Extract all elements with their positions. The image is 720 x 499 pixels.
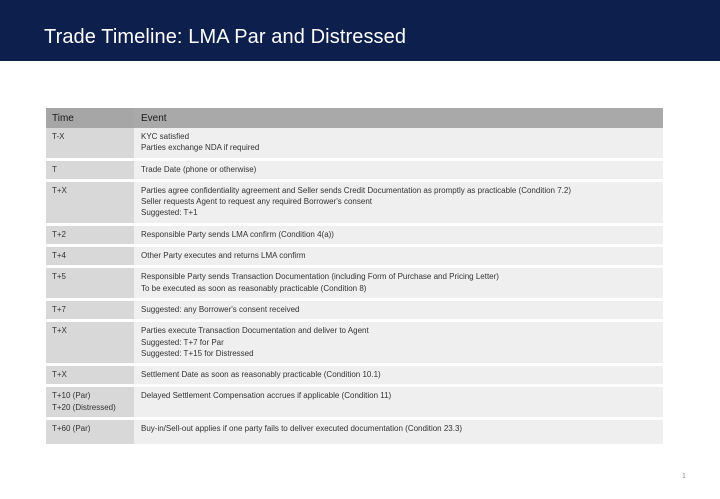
- event-text: To be executed as soon as reasonably practicable (Condition 8): [141, 283, 367, 293]
- time-cell: [46, 182, 134, 223]
- event-text: Other Party executes and returns LMA confirm: [141, 251, 306, 261]
- event-cell: [134, 182, 663, 223]
- event-cell: [134, 268, 663, 298]
- time-cell: [46, 226, 134, 244]
- time-cell: [46, 128, 134, 158]
- table-row: [46, 319, 663, 363]
- table-row: [46, 265, 663, 298]
- time-text: T-X: [52, 132, 65, 141]
- table-row: [46, 384, 663, 417]
- timeline-table: [46, 108, 663, 444]
- event-text: Settlement Date as soon as reasonably practicable (Condition 10.1): [141, 370, 381, 380]
- time-cell: [46, 247, 134, 265]
- time-text: T+5: [52, 272, 67, 282]
- time-text: T: [52, 164, 57, 174]
- time-cell: [46, 161, 134, 179]
- event-text: Suggested: T+15 for Distressed: [141, 348, 254, 358]
- event-cell: [134, 322, 663, 363]
- time-text: T+X: [52, 185, 67, 195]
- time-cell: [46, 366, 134, 384]
- time-cell: [46, 420, 134, 444]
- event-cell: [134, 387, 663, 417]
- time-cell: [46, 268, 134, 298]
- event-cell: [134, 420, 663, 444]
- time-text: T+10 (Par): [52, 391, 91, 401]
- event-cell: [134, 301, 663, 319]
- table-row: [46, 223, 663, 244]
- table-row: [46, 128, 663, 158]
- event-text: Delayed Settlement Compensation accrues if applicable (Condition 11): [141, 391, 392, 401]
- event-text: Responsible Party sends LMA confirm (Condition 4(a)): [141, 229, 334, 239]
- event-text: Parties exchange NDA if required: [141, 143, 260, 153]
- event-text: KYC satisfied: [141, 132, 190, 141]
- event-text: Suggested: any Borrower's consent received: [141, 304, 300, 314]
- event-text: Parties agree confidentiality agreement and Seller sends Credit Documentation as promptly as practicable (Condition 7.2): [141, 185, 572, 195]
- page-number: 1: [682, 473, 686, 480]
- table-row: [46, 363, 663, 384]
- title-bar: [0, 0, 720, 61]
- time-text: T+4: [52, 251, 67, 261]
- event-cell: [134, 128, 663, 158]
- table-row: [46, 298, 663, 319]
- event-cell: [134, 247, 663, 265]
- time-cell: [46, 301, 134, 319]
- time-text: T+X: [52, 370, 67, 380]
- event-text: Responsible Party sends Transaction Documentation (including Form of Purchase and Pricing Letter): [141, 272, 499, 282]
- page-title: Trade Timeline: LMA Par and Distressed: [44, 26, 407, 48]
- time-cell: [46, 322, 134, 363]
- time-text: T+X: [52, 326, 67, 336]
- table-row: [46, 244, 663, 265]
- time-text: T+7: [52, 304, 67, 314]
- event-text: Trade Date (phone or otherwise): [141, 164, 257, 174]
- event-text: Buy-in/Sell-out applies if one party fails to deliver executed documentation (Condition 23.3): [141, 424, 463, 434]
- event-text: Parties execute Transaction Documentation and deliver to Agent: [141, 326, 369, 336]
- event-text: Suggested: T+1: [141, 208, 198, 218]
- table-row: [46, 158, 663, 179]
- table-header-row: [46, 108, 663, 128]
- event-text: Suggested: T+7 for Par: [141, 337, 224, 347]
- column-header-time: Time: [46, 108, 134, 128]
- time-text: T+60 (Par): [52, 424, 91, 434]
- event-cell: [134, 226, 663, 244]
- event-cell: [134, 366, 663, 384]
- time-cell: [46, 387, 134, 417]
- time-text: T+20 (Distressed): [52, 402, 116, 412]
- time-text: T+2: [52, 229, 67, 239]
- event-text: Seller requests Agent to request any required Borrower's consent: [141, 197, 372, 207]
- event-cell: [134, 161, 663, 179]
- table-row: [46, 179, 663, 223]
- table-row: [46, 417, 663, 444]
- column-header-event: Event: [134, 108, 663, 128]
